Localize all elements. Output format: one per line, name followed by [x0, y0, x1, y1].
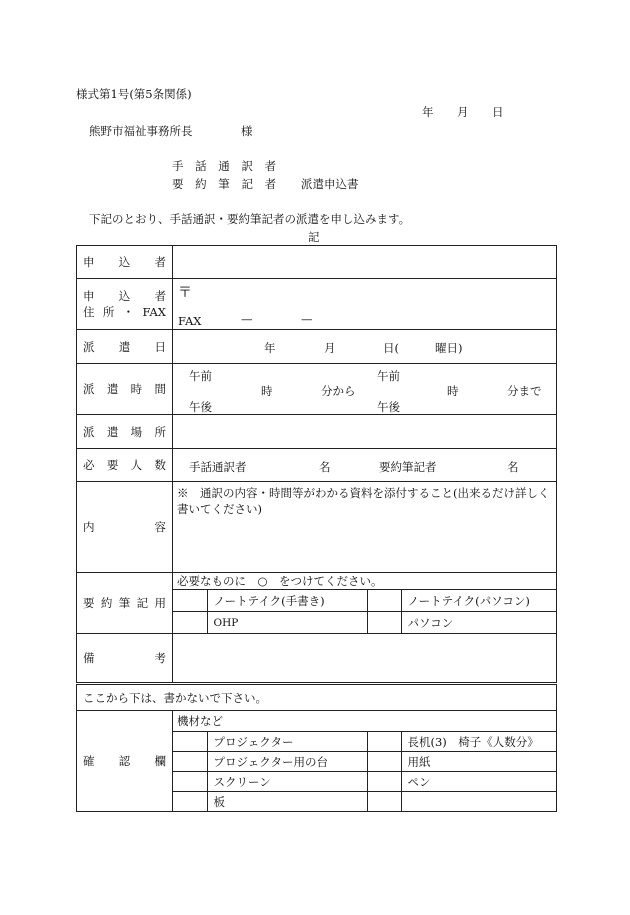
- sign-interpreter-count-unit: 名: [319, 460, 331, 474]
- field-required-people[interactable]: [173, 449, 557, 482]
- check-paper[interactable]: [367, 752, 401, 772]
- office-use-note: ここから下は、書かないで下さい。: [77, 684, 557, 711]
- date-day-label: 日: [492, 105, 504, 119]
- row-office-note: [77, 684, 557, 711]
- am-end: 午前: [377, 369, 400, 383]
- item-pen: ペン: [401, 772, 556, 792]
- label-dispatch-time: 派遣時間: [77, 364, 173, 415]
- row-address-fax: [77, 279, 557, 330]
- summary-writer-label: 要約筆記者: [379, 460, 437, 474]
- option-ohp: OHP: [207, 612, 367, 634]
- item-screen: スクリーン: [207, 772, 367, 792]
- hour-end: 時: [447, 384, 459, 398]
- field-dispatch-time[interactable]: [173, 364, 557, 415]
- dd-month-label: 月: [324, 341, 336, 355]
- date-year-label: 年: [422, 105, 434, 119]
- honorific: 様: [241, 124, 253, 138]
- field-dispatch-date[interactable]: [173, 330, 557, 364]
- minute-to: 分まで: [507, 384, 542, 398]
- item-paper: 用紙: [401, 752, 556, 772]
- option-handwritten: ノートテイク(手書き): [207, 590, 367, 612]
- row-confirmation: [77, 711, 557, 812]
- option-pasokon: パソコン: [401, 612, 556, 634]
- am-start: 午前: [189, 369, 212, 383]
- equipment-note: 必要なものに ○ をつけてください。: [173, 573, 556, 590]
- intro-text: 下記のとおり、手話通訳・要約筆記者の派遣を申し込みます。: [89, 212, 411, 226]
- check-board[interactable]: [173, 792, 207, 812]
- title-summary-writer: 要 約 筆 記 者: [172, 177, 281, 191]
- minute-from: 分から: [321, 384, 356, 398]
- check-blank[interactable]: [367, 792, 401, 812]
- fax-dash-1: —: [241, 312, 253, 326]
- ki-label: 記: [308, 230, 320, 244]
- field-address-fax[interactable]: [173, 279, 557, 330]
- summary-equipment-options: [173, 590, 556, 633]
- check-handwritten[interactable]: [173, 590, 207, 612]
- check-pc-notetake[interactable]: [367, 590, 401, 612]
- hour-start: 時: [261, 384, 273, 398]
- label-applicant: 申込者: [77, 246, 173, 279]
- title-sign-interpreter: 手 話 通 訳 者: [172, 159, 281, 173]
- title-suffix: 派遣申込書: [301, 177, 359, 191]
- fax-label: FAX: [178, 314, 202, 328]
- label-required-people: 必要人数: [77, 449, 173, 482]
- label-confirmation: 確認欄: [77, 711, 173, 812]
- row-dispatch-place: [77, 415, 557, 449]
- check-screen[interactable]: [173, 772, 207, 792]
- label-address-fax-line1: 申込者: [83, 289, 166, 303]
- content-note: ※ 通訳の内容・時間等がわかる資料を添付すること(出来るだけ詳しく書いてください): [177, 486, 550, 516]
- pm-start: 午後: [189, 400, 212, 414]
- field-remarks[interactable]: [173, 634, 557, 684]
- check-projector-stand[interactable]: [173, 752, 207, 772]
- postal-mark: 〒: [178, 285, 192, 301]
- label-dispatch-date: 派遣日: [77, 330, 173, 364]
- label-address-fax: [77, 279, 173, 330]
- dd-day-label: 日(: [383, 341, 399, 355]
- dd-year-label: 年: [264, 341, 276, 355]
- item-blank: [401, 792, 556, 812]
- label-address-fax-line2: 住所・FAX: [83, 305, 166, 319]
- row-remarks: [77, 634, 557, 684]
- field-content[interactable]: [173, 482, 557, 573]
- office-equipment-list: [173, 732, 556, 811]
- check-desk-chair[interactable]: [367, 732, 401, 752]
- confirmation-cell: [173, 711, 557, 812]
- field-dispatch-place[interactable]: [173, 415, 557, 449]
- label-remarks: 備考: [77, 634, 173, 684]
- fax-dash-2: —: [301, 312, 313, 326]
- label-summary-equipment: 要約筆記用: [77, 573, 173, 634]
- option-pc-notetake: ノートテイク(パソコン): [401, 590, 556, 612]
- dd-weekday-label: 曜日): [435, 341, 463, 355]
- item-projector: プロジェクター: [207, 732, 367, 752]
- application-form-table: [76, 245, 557, 812]
- label-content: 内容: [77, 482, 173, 573]
- summary-writer-count-unit: 名: [507, 460, 519, 474]
- check-projector[interactable]: [173, 732, 207, 752]
- equipment-heading: 機材など: [173, 711, 556, 732]
- item-projector-stand: プロジェクター用の台: [207, 752, 367, 772]
- check-pen[interactable]: [367, 772, 401, 792]
- row-required-people: [77, 449, 557, 482]
- pm-end: 午後: [377, 400, 400, 414]
- date-month-label: 月: [457, 105, 469, 119]
- sign-interpreter-label: 手話通訳者: [189, 460, 247, 474]
- row-summary-equipment: [77, 573, 557, 634]
- item-board: 板: [207, 792, 367, 812]
- item-desk-chair: 長机(3) 椅子《人数分》: [401, 732, 556, 752]
- row-dispatch-date: [77, 330, 557, 364]
- form-number: 様式第1号(第5条関係): [76, 87, 192, 101]
- label-dispatch-place: 派遣場所: [77, 415, 173, 449]
- check-ohp[interactable]: [173, 612, 207, 634]
- field-applicant[interactable]: [173, 246, 557, 279]
- row-content: [77, 482, 557, 573]
- summary-equipment-cell: [173, 573, 557, 634]
- addressee: 熊野市福祉事務所長: [89, 124, 193, 138]
- row-applicant: [77, 246, 557, 279]
- row-dispatch-time: [77, 364, 557, 415]
- check-pasokon[interactable]: [367, 612, 401, 634]
